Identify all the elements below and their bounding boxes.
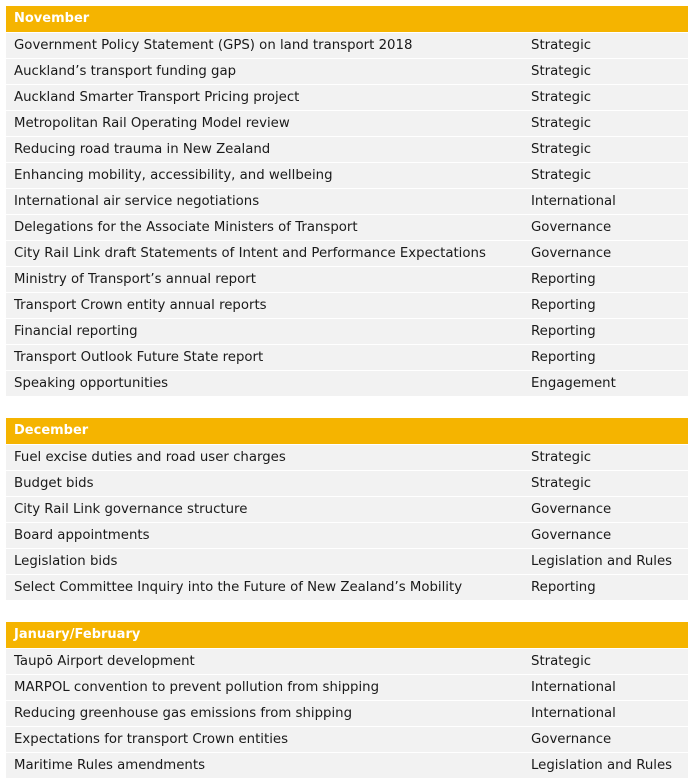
row-category: International	[531, 706, 616, 721]
table-row	[6, 214, 688, 240]
section-january-february	[6, 622, 688, 778]
section-header: January/February	[6, 622, 688, 648]
row-topic: Transport Outlook Future State report	[14, 350, 264, 365]
row-topic: Legislation bids	[14, 554, 118, 569]
row-topic: International air service negotiations	[14, 194, 260, 209]
section-header: December	[6, 418, 688, 444]
row-topic: Budget bids	[14, 476, 94, 491]
table-row	[6, 344, 688, 370]
row-topic: Transport Crown entity annual reports	[14, 298, 267, 313]
table-row	[6, 84, 688, 110]
row-topic: Metropolitan Rail Operating Model review	[14, 116, 290, 131]
row-topic: Board appointments	[14, 528, 150, 543]
row-category: Strategic	[531, 90, 592, 105]
table-row	[6, 110, 688, 136]
row-topic: Taupō Airport development	[14, 654, 195, 669]
row-topic: City Rail Link governance structure	[14, 502, 248, 517]
row-topic: MARPOL convention to prevent pollution from shipping	[14, 680, 380, 695]
row-category: Legislation and Rules	[531, 554, 673, 569]
row-category: Reporting	[531, 350, 596, 365]
table-row	[6, 444, 688, 470]
row-topic: City Rail Link draft Statements of Intent and Performance Expectations	[14, 246, 486, 261]
table-row	[6, 370, 688, 396]
row-category: Engagement	[531, 376, 616, 391]
table-row	[6, 726, 688, 752]
row-category: Governance	[531, 246, 612, 261]
table-row	[6, 548, 688, 574]
row-category: Strategic	[531, 64, 592, 79]
row-category: Strategic	[531, 116, 592, 131]
table-row	[6, 496, 688, 522]
row-topic: Maritime Rules amendments	[14, 758, 205, 773]
row-topic: Fuel excise duties and road user charges	[14, 450, 286, 465]
table-row	[6, 648, 688, 674]
row-topic: Auckland’s transport funding gap	[14, 64, 237, 79]
table-row	[6, 32, 688, 58]
table-row	[6, 574, 688, 600]
row-topic: Government Policy Statement (GPS) on land transport 2018	[14, 38, 413, 53]
row-category: Strategic	[531, 142, 592, 157]
row-category: Reporting	[531, 580, 596, 595]
row-category: Governance	[531, 732, 612, 747]
table-row	[6, 674, 688, 700]
table-row	[6, 752, 688, 778]
row-category: Strategic	[531, 476, 592, 491]
row-category: Strategic	[531, 654, 592, 669]
table-row	[6, 700, 688, 726]
table-row	[6, 188, 688, 214]
row-category: International	[531, 194, 616, 209]
table-row	[6, 162, 688, 188]
row-category: Reporting	[531, 324, 596, 339]
table-row	[6, 318, 688, 344]
row-category: Governance	[531, 528, 612, 543]
section-december	[6, 418, 688, 600]
row-category: Strategic	[531, 38, 592, 53]
row-topic: Delegations for the Associate Ministers of Transport	[14, 220, 358, 235]
row-topic: Enhancing mobility, accessibility, and wellbeing	[14, 168, 333, 183]
row-topic: Reducing greenhouse gas emissions from shipping	[14, 706, 353, 721]
section-header: November	[6, 6, 688, 32]
table-row	[6, 136, 688, 162]
row-topic: Select Committee Inquiry into the Future of New Zealand’s Mobility	[14, 580, 463, 595]
row-topic: Expectations for transport Crown entities	[14, 732, 289, 747]
table-row	[6, 470, 688, 496]
row-category: Governance	[531, 220, 612, 235]
section-rows	[6, 648, 688, 778]
section-rows	[6, 32, 688, 396]
row-category: Strategic	[531, 450, 592, 465]
row-topic: Speaking opportunities	[14, 376, 169, 391]
row-category: International	[531, 680, 616, 695]
row-category: Governance	[531, 502, 612, 517]
table-row	[6, 292, 688, 318]
row-topic: Ministry of Transport’s annual report	[14, 272, 256, 287]
section-november	[6, 6, 688, 396]
table-row	[6, 266, 688, 292]
table-row	[6, 58, 688, 84]
row-category: Legislation and Rules	[531, 758, 673, 773]
section-rows	[6, 444, 688, 600]
row-topic: Auckland Smarter Transport Pricing project	[14, 90, 300, 105]
row-category: Strategic	[531, 168, 592, 183]
row-category: Reporting	[531, 298, 596, 313]
row-topic: Reducing road trauma in New Zealand	[14, 142, 271, 157]
table-row	[6, 240, 688, 266]
table-row	[6, 522, 688, 548]
row-topic: Financial reporting	[14, 324, 138, 339]
row-category: Reporting	[531, 272, 596, 287]
